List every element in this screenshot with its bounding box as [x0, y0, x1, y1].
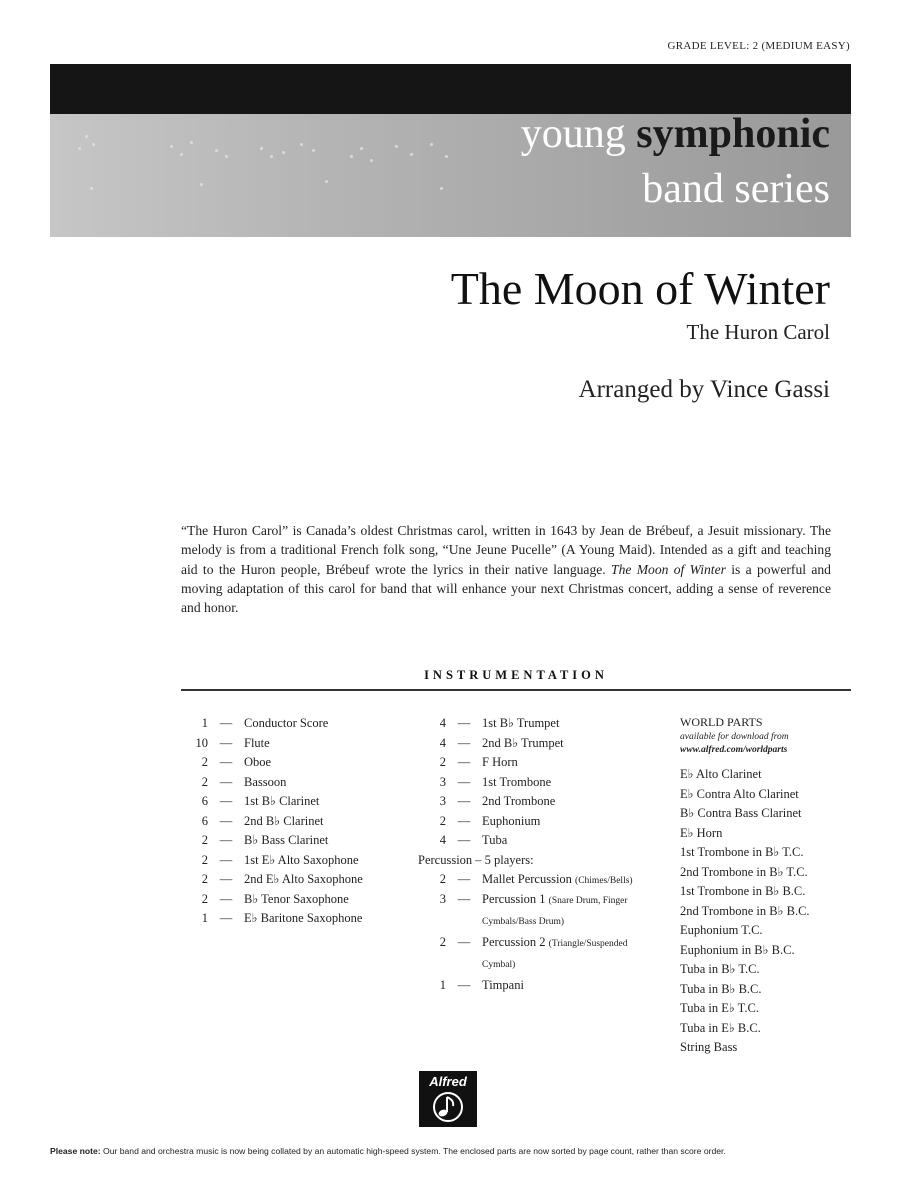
instrument-row — [418, 976, 658, 996]
program-note — [181, 521, 831, 617]
part-quantity: 3 — [439, 794, 446, 808]
part-name: Oboe — [244, 755, 272, 769]
snowflake-dot — [85, 135, 88, 138]
snowflake-dot — [200, 183, 203, 186]
piece-title: The Moon of Winter — [450, 263, 830, 314]
part-quantity: 6 — [201, 794, 208, 808]
world-part-item: 2nd Trombone in B♭ B.C. — [680, 903, 810, 918]
part-dash: — — [219, 852, 233, 867]
snowflake-dot — [370, 159, 373, 162]
instrument-row — [418, 870, 658, 890]
part-dash: — — [457, 813, 471, 828]
part-quantity: 2 — [201, 872, 208, 886]
world-part-item: Tuba in E♭ T.C. — [680, 1001, 759, 1015]
part-name-cell — [244, 753, 420, 773]
part-name-cell — [244, 714, 420, 734]
part-quantity: 2 — [439, 872, 446, 886]
part-dash: — — [219, 813, 233, 828]
snowflake-dot — [90, 187, 93, 190]
snowflake-dot — [350, 155, 353, 158]
world-parts-title: WORLD PARTS — [680, 715, 763, 729]
part-quantity: 4 — [439, 735, 446, 750]
part-quantity: 2 — [201, 891, 208, 906]
arranger-credit: Arranged by Vince Gassi — [578, 376, 830, 403]
part-quantity: 1 — [201, 716, 208, 730]
world-part-item: Euphonium in B♭ B.C. — [680, 942, 795, 957]
part-name: 1st E♭ Alto Saxophone — [244, 852, 359, 867]
part-note: (Snare Drum, Finger Cymbals/Bass Drum) — [482, 895, 628, 927]
part-dash: — — [219, 911, 233, 925]
part-name-cell — [482, 753, 658, 773]
part-quantity: 3 — [439, 774, 446, 789]
series-word-young: young — [520, 111, 626, 157]
part-name: 1st Trombone — [482, 774, 552, 789]
instrument-row — [418, 831, 658, 851]
part-name-cell — [482, 976, 658, 996]
part-quantity: 1 — [439, 977, 446, 992]
part-dash: — — [457, 735, 471, 750]
snowflake-dot — [445, 155, 448, 158]
grade-level: GRADE LEVEL: 2 (MEDIUM EASY) — [667, 40, 850, 52]
snowflake-dot — [190, 141, 193, 144]
part-quantity: 2 — [201, 852, 208, 867]
snowflake-dot — [170, 145, 173, 148]
part-quantity: 4 — [439, 716, 446, 730]
percussion-heading: Percussion – 5 players: — [418, 852, 534, 867]
alfred-logo — [419, 1071, 477, 1127]
instrument-list-column-1 — [180, 714, 420, 929]
instrument-row — [180, 909, 420, 929]
part-dash: — — [219, 891, 233, 906]
world-part-item: 2nd Trombone in B♭ T.C. — [680, 864, 808, 879]
part-name: Conductor Score — [244, 716, 329, 730]
part-name-cell — [244, 734, 420, 754]
part-name: Timpani — [482, 977, 524, 992]
footer-text: Our band and orchestra music is now being collated by an automatic high-speed system. The enclosed parts are now sorted by page count, rather than score order. — [100, 1146, 726, 1156]
snowflake-dot — [92, 143, 95, 146]
part-name: B♭ Bass Clarinet — [244, 833, 329, 847]
part-name-cell — [244, 792, 420, 812]
instrument-row — [180, 792, 420, 812]
world-part-item: 1st Trombone in B♭ B.C. — [680, 884, 806, 898]
part-name-cell — [482, 831, 658, 851]
instrument-row — [180, 773, 420, 793]
instrumentation-rule — [181, 689, 851, 691]
world-part-item: Tuba in E♭ B.C. — [680, 1020, 761, 1035]
part-note: (Chimes/Bells) — [575, 876, 633, 886]
instrument-row — [418, 753, 658, 773]
world-part-item: 1st Trombone in B♭ T.C. — [680, 845, 804, 859]
instrument-row — [180, 734, 420, 754]
snowflake-dot — [78, 147, 81, 150]
program-note-title: The Moon of Winter — [611, 561, 726, 577]
instrument-row — [418, 714, 658, 734]
part-name: F Horn — [482, 755, 518, 769]
part-quantity: 4 — [439, 833, 446, 847]
part-name-cell — [244, 851, 420, 871]
instrument-row — [180, 851, 420, 871]
footer-label: Please note: — [50, 1146, 101, 1156]
part-name-cell — [244, 773, 420, 793]
snowflake-dot — [430, 143, 433, 146]
instrument-row — [180, 753, 420, 773]
part-name-cell — [482, 890, 658, 933]
part-name: 1st B♭ Clarinet — [244, 794, 320, 808]
header-black-bar — [50, 64, 851, 114]
part-quantity: 2 — [439, 934, 446, 949]
snowflake-dot — [410, 153, 413, 156]
snowflake-pattern — [50, 125, 470, 205]
snowflake-dot — [180, 153, 183, 156]
world-part-item: Tuba in B♭ B.C. — [680, 981, 762, 996]
instrument-row — [180, 870, 420, 890]
instrumentation-heading: INSTRUMENTATION — [424, 668, 608, 682]
part-name: E♭ Baritone Saxophone — [244, 911, 363, 925]
part-name-cell — [482, 714, 658, 734]
snowflake-dot — [300, 143, 303, 146]
part-dash: — — [457, 977, 471, 992]
instrument-row — [180, 812, 420, 832]
world-part-item: Euphonium T.C. — [680, 923, 763, 937]
snowflake-dot — [312, 149, 315, 152]
world-part-item: Tuba in B♭ T.C. — [680, 962, 760, 976]
snowflake-dot — [440, 187, 443, 190]
snowflake-dot — [215, 149, 218, 152]
instrument-row — [180, 890, 420, 910]
part-dash: — — [219, 774, 233, 789]
part-dash: — — [219, 755, 233, 769]
world-part-item: E♭ Contra Alto Clarinet — [680, 786, 799, 801]
snowflake-dot — [325, 180, 328, 183]
snowflake-dot — [360, 147, 363, 150]
part-dash: — — [219, 716, 233, 730]
part-name: 2nd E♭ Alto Saxophone — [244, 872, 363, 886]
world-part-item: B♭ Contra Bass Clarinet — [680, 806, 802, 820]
instrument-row — [418, 773, 658, 793]
series-word-symphonic: symphonic — [636, 111, 830, 157]
piece-subtitle: The Huron Carol — [686, 320, 830, 344]
part-quantity: 6 — [201, 813, 208, 828]
part-name: 2nd B♭ Trumpet — [482, 735, 564, 750]
part-name: 2nd B♭ Clarinet — [244, 813, 324, 828]
instrument-row — [418, 792, 658, 812]
series-name-line1 — [521, 110, 830, 158]
part-dash: — — [457, 774, 471, 789]
part-dash: — — [219, 872, 233, 886]
instrument-row — [418, 734, 658, 754]
part-dash: — — [219, 735, 233, 750]
part-name-cell — [244, 870, 420, 890]
part-quantity: 2 — [439, 755, 446, 769]
part-name: Tuba — [482, 833, 508, 847]
instrument-row — [418, 812, 658, 832]
part-quantity: 1 — [201, 911, 208, 925]
part-name-cell — [482, 773, 658, 793]
part-quantity: 10 — [195, 735, 208, 750]
world-parts-url: www.alfred.com/worldparts — [680, 745, 788, 755]
part-dash: — — [457, 716, 471, 730]
part-note: (Triangle/Suspended Cymbal) — [482, 938, 628, 970]
snowflake-dot — [260, 147, 263, 150]
series-name-line2: band series — [642, 166, 830, 212]
footer-notice — [50, 1146, 860, 1156]
part-name: Euphonium — [482, 813, 541, 828]
part-quantity: 2 — [201, 774, 208, 789]
music-note-logo-icon — [430, 1091, 466, 1123]
part-name: Percussion 2 — [482, 934, 546, 949]
part-name: 2nd Trombone — [482, 794, 556, 808]
instrument-row — [180, 714, 420, 734]
world-part-item: String Bass — [680, 1040, 738, 1054]
part-name-cell — [482, 870, 658, 890]
part-name: B♭ Tenor Saxophone — [244, 891, 349, 906]
instrument-row — [180, 831, 420, 851]
part-quantity: 3 — [439, 891, 446, 906]
world-parts-note: available for download from — [680, 732, 789, 742]
part-name-cell — [244, 831, 420, 851]
part-name: Percussion 1 — [482, 891, 546, 906]
part-dash: — — [219, 833, 233, 847]
part-dash: — — [457, 794, 471, 808]
part-name-cell — [244, 890, 420, 910]
world-part-item: E♭ Alto Clarinet — [680, 767, 762, 781]
part-name-cell — [482, 812, 658, 832]
instrument-row — [418, 890, 658, 933]
part-name-cell — [482, 734, 658, 754]
program-note-text-2: is a powerful and moving adaptation of this carol for band that will enhance your next Christmas concert, adding a sense of reverence and honor. — [181, 561, 831, 616]
part-dash: — — [457, 934, 471, 949]
part-dash: — — [457, 891, 471, 906]
snowflake-dot — [282, 151, 285, 154]
instrument-row — [418, 933, 658, 976]
alfred-logo-text: Alfred — [429, 1074, 467, 1089]
part-quantity: 2 — [201, 755, 208, 769]
part-quantity: 2 — [439, 813, 446, 828]
part-name-cell — [244, 909, 420, 929]
part-name: Mallet Percussion — [482, 872, 572, 886]
part-dash: — — [457, 755, 471, 769]
snowflake-dot — [225, 155, 228, 158]
world-part-item: E♭ Horn — [680, 825, 723, 840]
snowflake-dot — [270, 155, 273, 158]
part-name-cell — [482, 792, 658, 812]
program-note-text-1: “The Huron Carol” is Canada’s oldest Christmas carol, written in 1643 by Jean de Brébeuf, a Jesuit missionary. The melody is from a traditional French folk song, “Une Jeune Pucelle” (A Young Maid). Intended as a gift and teaching aid to the Huron people, Brébeuf wrote the lyrics in their native language. — [181, 523, 831, 577]
part-dash: — — [457, 872, 471, 886]
world-parts-column — [680, 714, 855, 1058]
instrument-list-column-2 — [418, 714, 658, 995]
part-name: 1st B♭ Trumpet — [482, 716, 560, 730]
part-quantity: 2 — [201, 833, 208, 847]
part-name-cell — [244, 812, 420, 832]
part-name: Bassoon — [244, 774, 287, 789]
snowflake-dot — [395, 145, 398, 148]
part-name: Flute — [244, 735, 270, 750]
part-dash: — — [219, 794, 233, 808]
part-name-cell — [482, 933, 658, 976]
part-dash: — — [457, 833, 471, 847]
